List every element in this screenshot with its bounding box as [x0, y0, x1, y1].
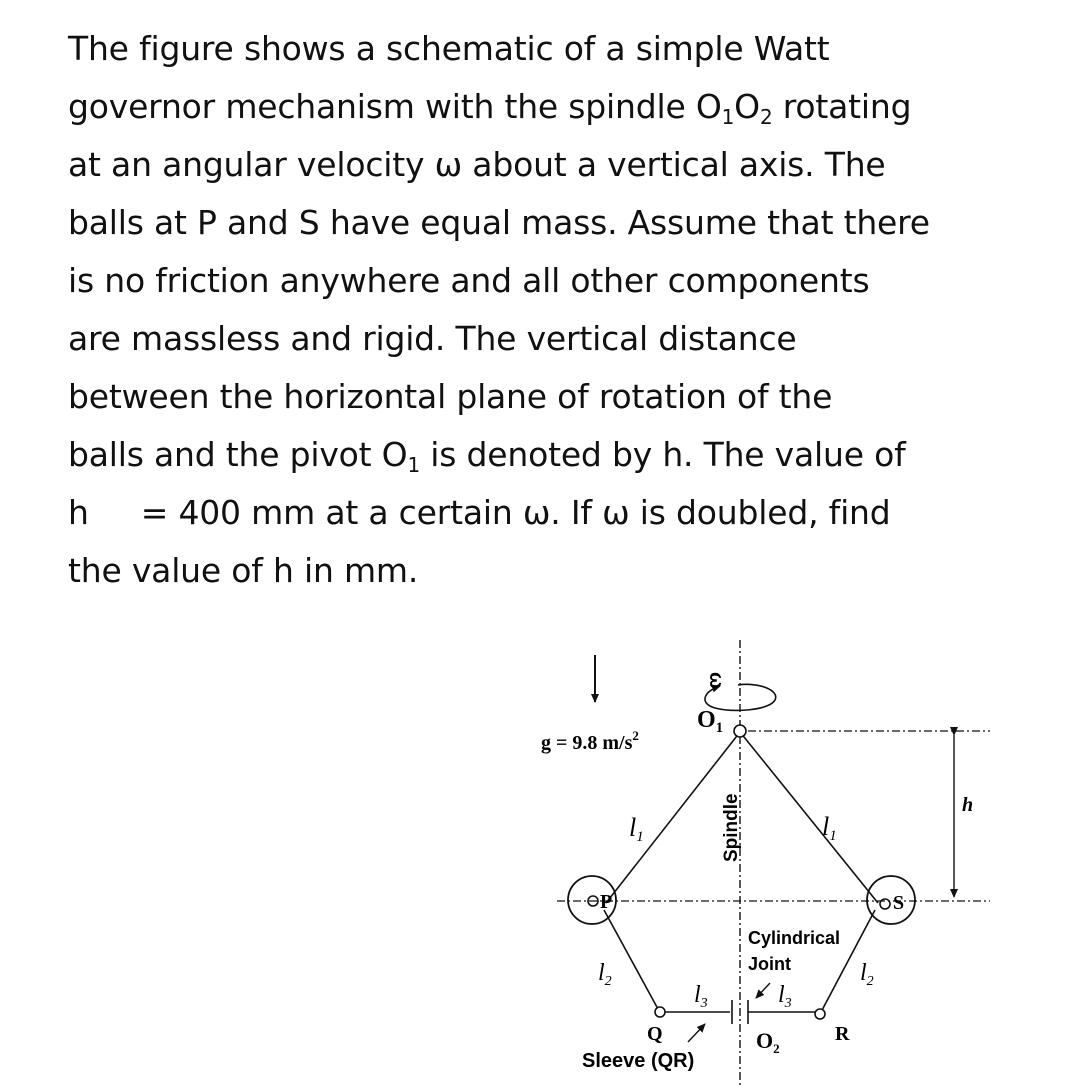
l3-right-text: l	[778, 982, 785, 1008]
joint-label-2: Joint	[748, 954, 791, 974]
h-label: h	[962, 794, 974, 816]
q2-sub-2: 2	[759, 105, 773, 129]
l1-right-label	[822, 812, 837, 844]
question-line-10: the value of h in mm.	[68, 551, 419, 590]
q2-part-b: O	[734, 87, 760, 126]
lower-arm-left	[604, 910, 658, 1009]
q2-part-a: governor mechanism with the spindle O	[68, 87, 722, 126]
upper-arm-right	[740, 732, 878, 903]
pivot-o1	[734, 725, 746, 737]
o2-subscript: 2	[773, 1041, 780, 1056]
question-line-7: between the horizontal plane of rotation of the	[68, 377, 833, 416]
l2-left-sub: 2	[604, 974, 612, 989]
q2-part-c: rotating	[772, 87, 912, 126]
o1-label	[697, 707, 723, 736]
o1-text: O	[697, 707, 716, 733]
question-line-1: The figure shows a schematic of a simple Watt	[68, 29, 830, 68]
l1-left-text: l	[629, 813, 637, 842]
o1-subscript: 1	[715, 720, 724, 736]
question-line-5: is no friction anywhere and all other components	[68, 261, 870, 300]
q-label: Q	[647, 1023, 663, 1045]
pivot-r	[815, 1009, 825, 1019]
p-label: P	[600, 891, 613, 913]
gravity-text: g = 9.8 m/s	[541, 732, 633, 754]
l1-left-label	[629, 813, 644, 845]
sleeve-leader	[688, 1024, 705, 1042]
l1-right-text: l	[822, 812, 830, 841]
question-line-4: balls at P and S have equal mass. Assume that there	[68, 203, 930, 242]
joint-leader	[756, 983, 770, 998]
l3-left-text: l	[694, 982, 701, 1008]
o2-label	[756, 1028, 780, 1056]
q2-sub-1: 1	[721, 105, 735, 129]
l2-left-label	[598, 960, 612, 989]
o2-text: O	[756, 1028, 774, 1053]
l1-right-sub: 1	[829, 828, 837, 844]
lower-arm-right	[820, 910, 875, 1014]
l3-right-sub: 3	[784, 996, 792, 1011]
l2-right-label	[860, 960, 874, 989]
l2-right-sub: 2	[866, 974, 874, 989]
upper-arm-left	[606, 732, 740, 903]
q8-part-a: balls and the pivot O	[68, 435, 408, 474]
l1-left-sub: 1	[636, 829, 644, 845]
gravity-label	[541, 728, 639, 754]
sleeve-label: Sleeve (QR)	[582, 1050, 695, 1072]
omega-label: ω	[705, 672, 727, 689]
gravity-superscript: 2	[632, 728, 639, 743]
l3-left-label	[694, 982, 708, 1011]
question-line-3: at an angular velocity ω about a vertical axis. The	[68, 145, 886, 184]
q8-sub: 1	[407, 453, 420, 477]
q8-part-b: is denoted by h. The value of	[419, 435, 906, 474]
question-line-6: are massless and rigid. The vertical distance	[68, 319, 797, 358]
s-label: S	[893, 892, 905, 914]
q9-part-a: h	[68, 493, 89, 532]
l3-left-sub: 3	[700, 996, 708, 1011]
l3-right-label	[778, 982, 792, 1011]
pivot-q	[655, 1007, 665, 1017]
joint-label-1: Cylindrical	[748, 928, 841, 948]
q9-part-b: = 400 mm at a certain ω. If ω is doubled, find	[140, 493, 891, 532]
spindle-label: Spindle	[721, 793, 742, 862]
ball-s	[867, 876, 915, 924]
l2-right-text: l	[860, 960, 867, 986]
r-label: R	[835, 1023, 850, 1045]
l2-left-text: l	[598, 960, 605, 986]
